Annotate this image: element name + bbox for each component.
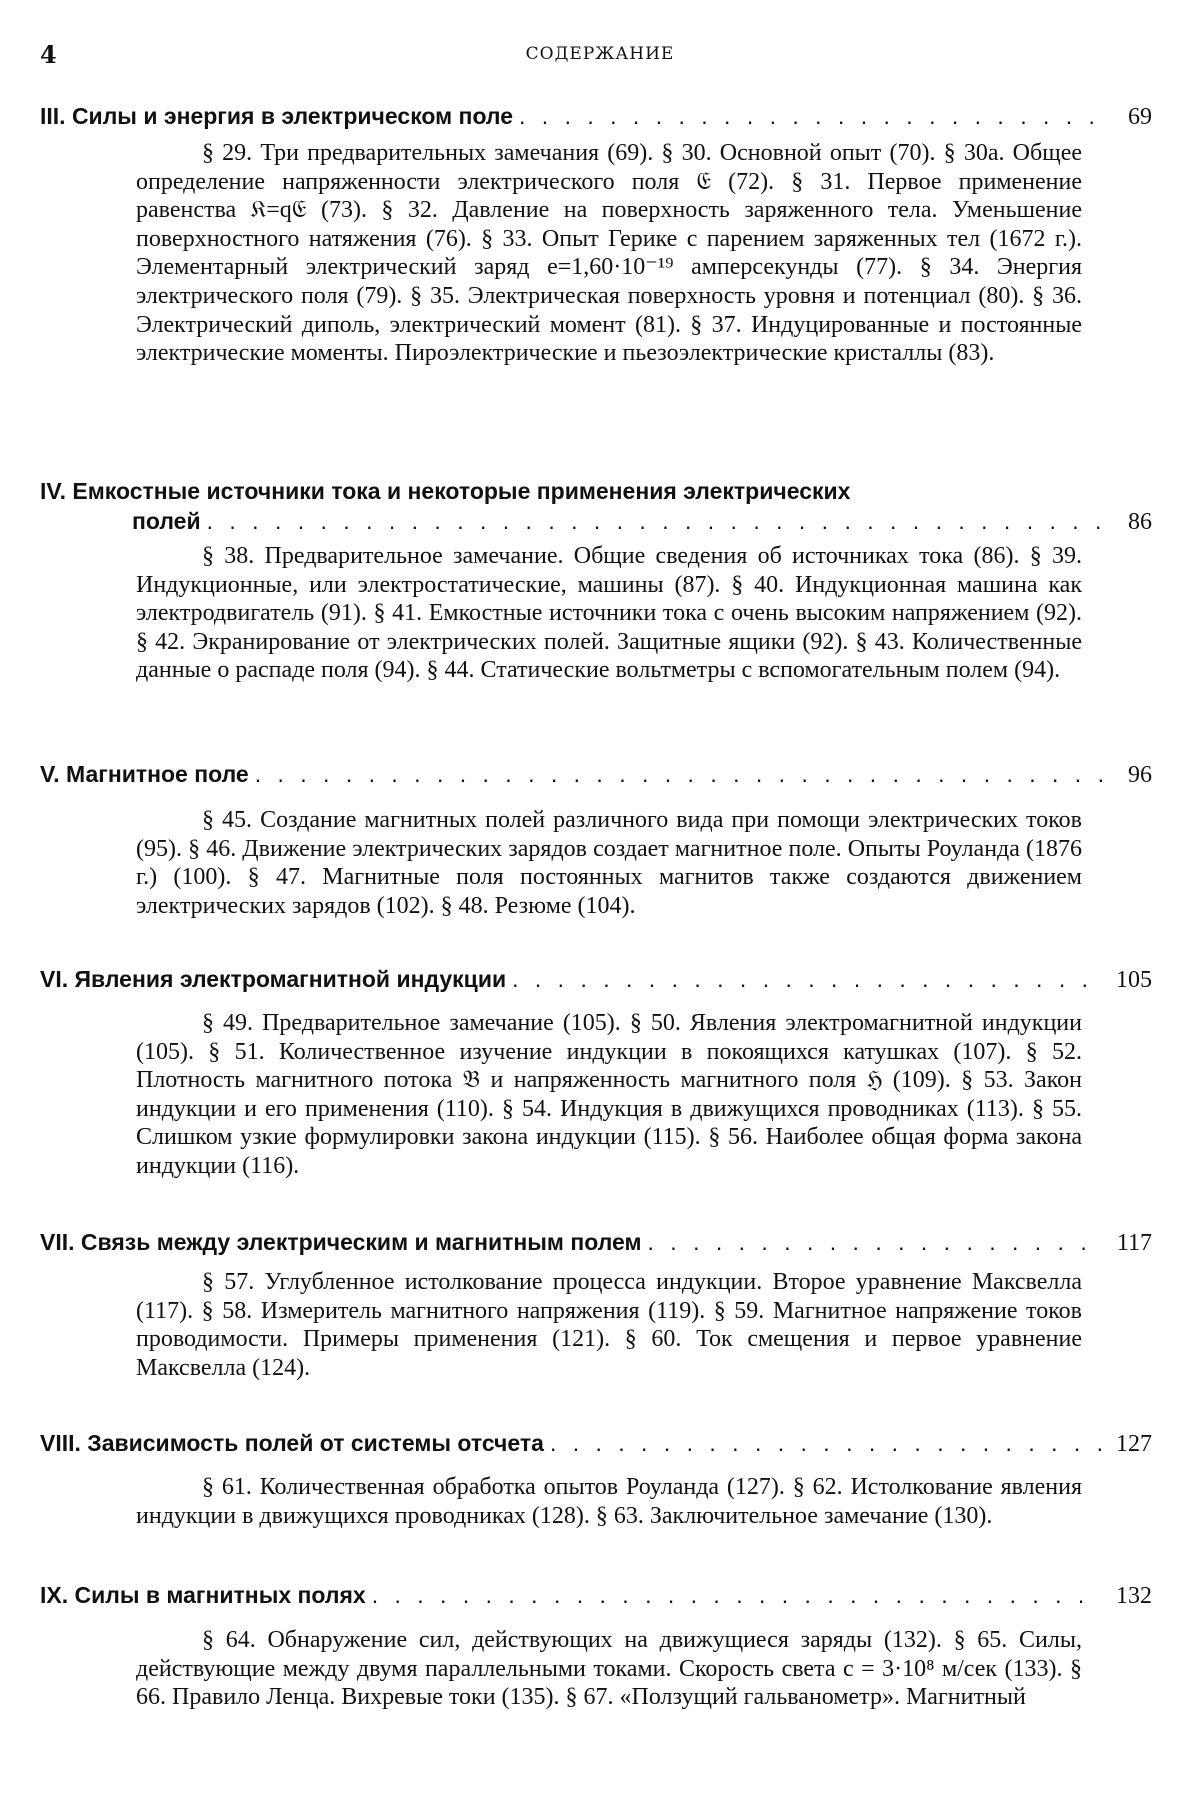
page-number: 4 bbox=[40, 40, 57, 69]
toc-chapter-title: V. Магнитное поле bbox=[40, 761, 249, 787]
toc-section-text: § 49. Предварительное замечание (105). § 50. Явления электромагнитной индукции (105). § 51. Количественное изучение индукции в покоящихся катушках (107). § 52. Плотность магнитного потока 𝔅 и напряженность магнитного поля ℌ (109). § 53. Закон индукции и его применения (110). § 54. Индукция в движущихся проводниках (113). § 55. Слишком узкие формулировки закона индукции (115). § 56. Наиболее общая форма закона индукции (116). bbox=[136, 1010, 1082, 1179]
toc-section-text: § 45. Создание магнитных полей различного вида при помощи электрических токов (95). § 46. Движение электрических зарядов создает магнитное поле. Опыты Роуланда (1876 г.) (100). § 47. Магнитные поля постоянных магнитов также создаются движением электрических зарядов (102). § 48. Резюме (104). bbox=[136, 807, 1082, 919]
toc-page-number: 86 bbox=[1128, 509, 1152, 535]
toc-chapter-title: VIII. Зависимость полей от системы отсчета bbox=[40, 1430, 544, 1456]
toc-section-list bbox=[136, 1009, 1082, 1181]
toc-section-list bbox=[136, 139, 1082, 368]
toc-chapter-heading[interactable] bbox=[40, 759, 1152, 790]
toc-section-text: § 29. Три предварительных замечания (69). § 30. Основной опыт (70). § 30а. Общее определение напряженности электрического поля 𝔈 (72). § 31. Первое применение равенства 𝔎=q𝔈 (73). § 32. Давление на поверхность заряженного тела. Уменьшение поверхностного натяжения (76). § 33. Опыт Герике с парением заряженных тел (1672 г.). Элементарный электрический заряд e=1,60·10⁻¹⁹ амперсекунды (77). § 34. Энергия электрического поля (79). § 35. Электрическая поверхность уровня и потенциал (80). § 36. Электрический диполь, электрический момент (81). § 37. Индуцированные и постоянные электрические моменты. Пироэлектрические и пьезоэлектрические кристаллы (83). bbox=[136, 140, 1082, 367]
toc-section-list bbox=[136, 1268, 1082, 1382]
toc-chapter-heading[interactable] bbox=[40, 1580, 1152, 1611]
toc-page-number: 127 bbox=[1116, 1431, 1152, 1457]
toc-chapter-title: IX. Силы в магнитных полях bbox=[40, 1582, 366, 1608]
running-title: СОДЕРЖАНИЕ bbox=[525, 44, 675, 64]
toc-chapter-heading[interactable] bbox=[40, 1227, 1152, 1258]
toc-section-list bbox=[136, 1626, 1082, 1712]
toc-chapter-title: VI. Явления электромагнитной индукции bbox=[40, 966, 507, 992]
toc-chapter-heading[interactable] bbox=[40, 964, 1152, 995]
toc-page-number: 69 bbox=[1128, 104, 1152, 130]
toc-chapter-heading[interactable] bbox=[40, 101, 1152, 132]
dot-leader bbox=[519, 101, 1102, 131]
toc-section-list bbox=[136, 806, 1082, 920]
toc-chapter-title-continuation: полей bbox=[132, 508, 201, 534]
dot-leader bbox=[512, 964, 1102, 994]
toc-chapter-title: III. Силы и энергия в электрическом поле bbox=[40, 103, 514, 129]
toc-section-text: § 64. Обнаружение сил, действующих на движущиеся заряды (132). § 65. Силы, действующие между двумя параллельными токами. Скорость света c = 3·10⁸ м/сек (133). § 66. Правило Ленца. Вихревые токи (135). § 67. «Ползущий гальванометр». Магнитный bbox=[136, 1627, 1082, 1711]
toc-chapter-title: IV. Емкостные источники тока и некоторые применения электрических bbox=[40, 478, 851, 504]
dot-leader bbox=[255, 759, 1102, 789]
toc-page-number: 105 bbox=[1116, 967, 1152, 993]
toc-page-number: 132 bbox=[1116, 1583, 1152, 1609]
toc-chapter-title: VII. Связь между электрическим и магнитным полем bbox=[40, 1229, 642, 1255]
toc-section-text: § 38. Предварительное замечание. Общие сведения об источниках тока (86). § 39. Индукционные, или электростатические, машины (87). § 40. Индукционная машина как электродвигатель (91). § 41. Емкостные источники тока с очень высоким напряжением (92). § 42. Экранирование от электрических полей. Защитные ящики (92). § 43. Количественные данные о распаде поля (94). § 44. Статические вольтметры с вспомогательным полем (94). bbox=[136, 543, 1082, 684]
toc-section-list bbox=[136, 542, 1082, 685]
toc-section-text: § 57. Углубленное истолкование процесса индукции. Второе уравнение Максвелла (117). § 58. Измеритель магнитного напряжения (119). § 59. Магнитное напряжение токов проводимости. Примеры применения (121). § 60. Ток смещения и первое уравнение Максвелла (124). bbox=[136, 1269, 1082, 1381]
dot-leader bbox=[648, 1227, 1102, 1257]
toc-chapter-heading[interactable] bbox=[40, 1428, 1152, 1459]
dot-leader bbox=[207, 506, 1102, 536]
toc-chapter-heading[interactable] bbox=[40, 476, 1152, 537]
toc-section-text: § 61. Количественная обработка опытов Роуланда (127). § 62. Истолкование явления индукции в движущихся проводниках (128). § 63. Заключительное замечание (130). bbox=[136, 1474, 1082, 1529]
toc-page-number: 117 bbox=[1116, 1230, 1152, 1256]
dot-leader bbox=[372, 1580, 1102, 1610]
toc-section-list bbox=[136, 1473, 1082, 1530]
dot-leader bbox=[550, 1428, 1102, 1458]
toc-page-number: 96 bbox=[1128, 762, 1152, 788]
